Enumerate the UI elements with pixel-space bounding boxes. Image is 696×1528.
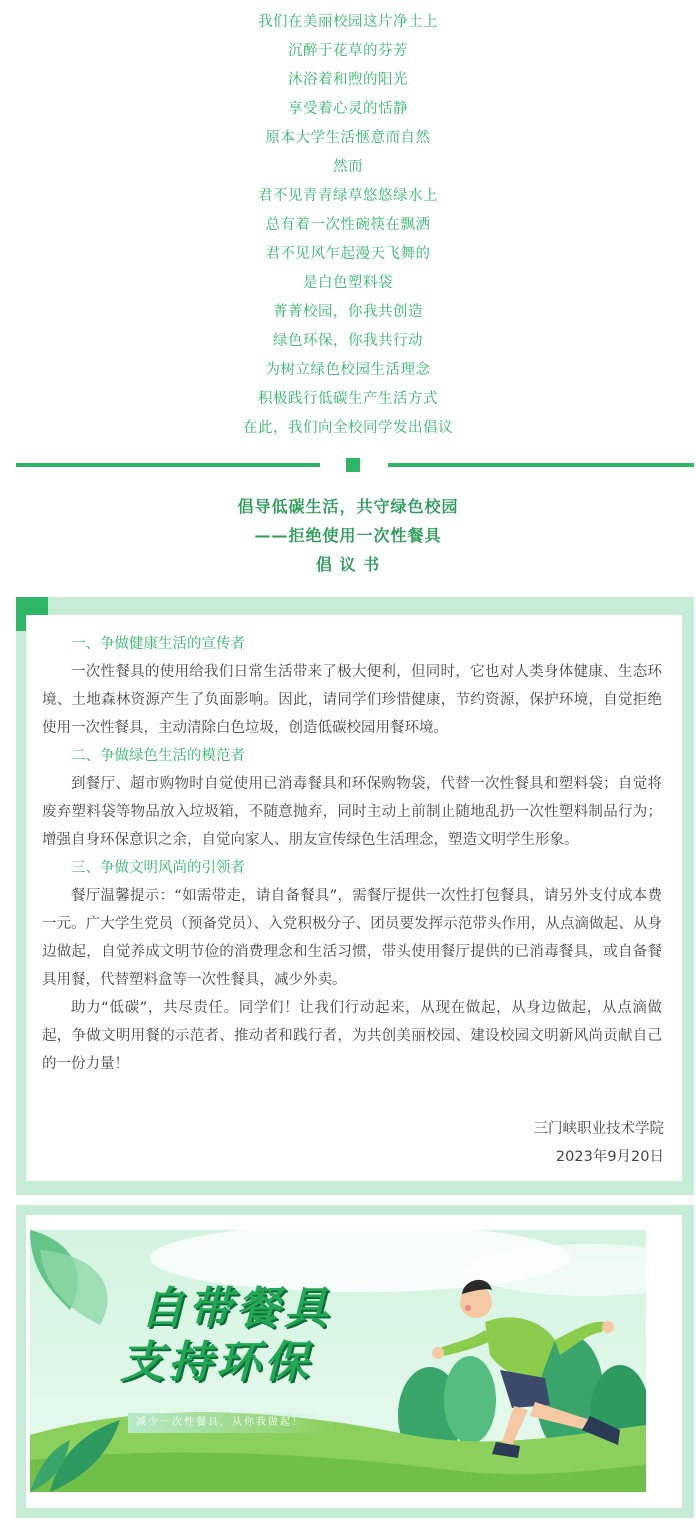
poem-line: 君不见风乍起漫天飞舞的	[265, 246, 431, 262]
signature-date: 2023年9月20日	[555, 1149, 664, 1165]
poem-line: 为树立绿色校园生活理念	[265, 362, 431, 378]
banner-subtitle: 减少一次性餐具，从你我做起！	[128, 1413, 336, 1433]
poem-line: 总有着一次性碗筷在飘洒	[265, 217, 431, 233]
signature-org: 三门峡职业技术学院	[533, 1121, 664, 1137]
poem-line: 是白色塑料袋	[303, 275, 393, 291]
section-paragraph: 到餐厅、超市购物时自觉使用已消毒餐具和环保购物袋，代替一次性餐具和塑料袋；自觉将废弃塑料袋等物品放入垃圾箱，不随意抛弃，同时主动上前制止随地乱扔一次性塑料制品行为；增强自身环保意识之余，自觉向家人、朋友宣传绿色生活理念，塑造文明学生形象。	[42, 776, 662, 848]
poem-line: 君不见青青绿草悠悠绿水上	[258, 188, 438, 204]
poem-line: 在此，我们向全校同学发出倡议	[243, 420, 453, 436]
poem-line: 享受着心灵的恬静	[288, 101, 408, 117]
poem-line: 菁菁校园，你我共创造	[273, 304, 423, 320]
poem-line: 绿色环保，你我共行动	[273, 333, 423, 349]
proposal-title-block	[0, 492, 696, 579]
proposal-main-title: 倡导低碳生活，共守绿色校园	[237, 497, 459, 516]
proposal-subtitle: ——拒绝使用一次性餐具	[254, 526, 442, 545]
poem-line: 然而	[333, 159, 363, 175]
poem-line: 原本大学生活惬意而自然	[265, 130, 431, 146]
proposal-content	[42, 630, 662, 1078]
document-type-title: 倡 议 书	[315, 555, 381, 574]
divider-line-left	[16, 463, 320, 467]
poem-line: 沐浴着和煦的阳光	[288, 72, 408, 88]
poem-line: 沉醉于花草的芬芳	[288, 43, 408, 59]
poem-line: 我们在美丽校园这片净土上	[258, 14, 438, 30]
intro-poem	[0, 8, 696, 443]
section-paragraph: 餐厅温馨提示：“如需带走，请自备餐具”，需餐厅提供一次性打包餐具，请另外支付成本费一元。广大学生党员（预备党员）、入党积极分子、团员要发挥示范带头作用，从点滴做起、从身边做起，自觉养成文明节俭的消费理念和生活习惯，带头使用餐厅提供的已消毒餐具，或自备餐具用餐，代替塑料盒等一次性餐具，减少外卖。	[42, 888, 662, 988]
closing-paragraph: 助力“低碳”，共尽责任。同学们！让我们行动起来，从现在做起，从身边做起，从点滴做起，争做文明用餐的示范者、推动者和践行者，为共创美丽校园、建设校园文明新风尚贡献自己的一份力量！	[42, 1000, 662, 1072]
banner-title-line1: 自带餐具	[140, 1283, 332, 1334]
section-heading: 三、争做文明风尚的引领者	[71, 860, 245, 876]
section-paragraph: 一次性餐具的使用给我们日常生活带来了极大便利，但同时，它也对人类身体健康、生态环境、土地森林资源产生了负面影响。因此，请同学们珍惜健康，节约资源，保护环境，自觉拒绝使用一次性餐具，主动清除白色垃圾，创造低碳校园用餐环境。	[42, 664, 662, 736]
section-divider	[16, 457, 694, 475]
divider-line-right	[388, 463, 694, 467]
eco-banner-image	[30, 1230, 646, 1492]
poem-line: 积极践行低碳生产生活方式	[258, 391, 438, 407]
divider-square-icon	[346, 458, 360, 472]
section-heading: 一、争做健康生活的宣传者	[71, 636, 245, 652]
section-heading: 二、争做绿色生活的模范者	[71, 748, 245, 764]
banner-title-line2: 支持环保	[120, 1337, 312, 1388]
